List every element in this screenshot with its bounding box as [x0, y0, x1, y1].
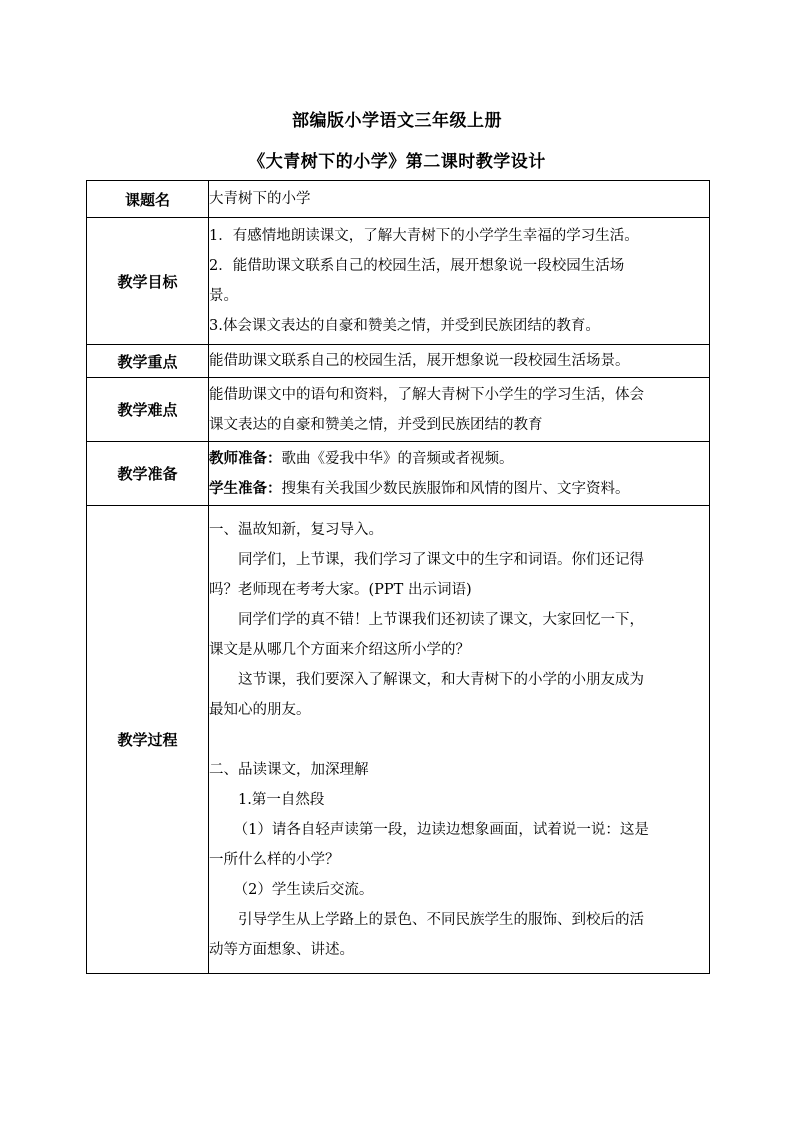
difficulty-label: 教学难点 — [87, 378, 209, 442]
table-row-preparation — [87, 442, 710, 506]
topic-text: 大青树下的小学 — [209, 191, 311, 207]
difficulty-line: 课文表达的自豪和赞美之情，并受到民族团结的教育 — [209, 416, 543, 433]
lesson-plan-table — [86, 180, 710, 974]
goal-line: 3.体会课文表达的自豪和赞美之情，并受到民族团结的教育。 — [209, 318, 600, 334]
table-row-key-points — [87, 345, 710, 378]
process-heading: 一、温故知新，复习导入。 — [209, 521, 383, 538]
teacher-prep-text: 歌曲《爱我中华》的音频或者视频。 — [281, 450, 514, 467]
teacher-prep — [209, 444, 709, 474]
topic-value — [209, 181, 710, 218]
goal-line: 2．能借助课文联系自己的校园生活，展开想象说一段校园生活场 — [209, 258, 625, 274]
process-line: （1）请各自轻声读第一段，边读边想象画面，试着说一说：这是 — [233, 821, 649, 838]
difficulty-line: 能借助课文中的语句和资料，了解大青树下小学生的学习生活，体会 — [209, 386, 644, 403]
teacher-prep-label: 教师准备： — [209, 449, 282, 467]
goal-line: 1．有感情地朗读课文，了解大青树下的小学学生幸福的学习生活。 — [209, 228, 639, 244]
process-line: 同学们，上节课，我们学习了课文中的生字和词语。你们还记得 — [238, 551, 644, 568]
student-prep-label: 学生准备： — [209, 479, 282, 497]
document-title-line2: 《大青树下的小学》第二课时教学设计 — [248, 152, 546, 172]
process-line: 最知心的朋友。 — [209, 701, 311, 718]
process-line: 动等方面想象、讲述。 — [209, 941, 354, 958]
table-row-goals — [87, 218, 710, 345]
key-text: 能借助课文联系自己的校园生活，展开想象说一段校园生活场景。 — [209, 353, 630, 369]
prep-value — [209, 442, 710, 506]
process-line: 1.第一自然段 — [238, 791, 325, 808]
process-heading: 二、品读课文，加深理解 — [209, 761, 369, 778]
blank-line — [209, 725, 709, 755]
process-label: 教学过程 — [87, 506, 209, 974]
document-title-line1: 部编版小学语文三年级上册 — [292, 111, 502, 131]
table-row-topic — [87, 181, 710, 218]
process-line: 这节课，我们要深入了解课文，和大青树下的小学的小朋友成为 — [238, 671, 644, 688]
goals-value — [209, 218, 710, 345]
topic-label: 课题名 — [87, 181, 209, 218]
table-row-process — [87, 506, 710, 974]
prep-label: 教学准备 — [87, 442, 209, 506]
difficulty-value — [209, 378, 710, 442]
process-value — [209, 506, 710, 974]
key-label: 教学重点 — [87, 345, 209, 378]
process-line: 吗？老师现在考考大家。(PPT 出示词语) — [209, 581, 472, 598]
process-line: 引导学生从上学路上的景色、不同民族学生的服饰、到校后的活 — [238, 911, 644, 928]
student-prep — [209, 474, 709, 504]
student-prep-text: 搜集有关我国少数民族服饰和风情的图片、文字资料。 — [281, 480, 630, 497]
key-value — [209, 345, 710, 378]
goal-line: 景。 — [209, 288, 238, 304]
table-row-difficulty — [87, 378, 710, 442]
goals-label: 教学目标 — [87, 218, 209, 345]
process-line: 一所什么样的小学？ — [209, 851, 340, 868]
process-line: 课文是从哪几个方面来介绍这所小学的？ — [209, 641, 470, 658]
process-line: 同学们学的真不错！上节课我们还初读了课文，大家回忆一下， — [238, 611, 644, 628]
process-line: （2）学生读后交流。 — [233, 881, 374, 898]
